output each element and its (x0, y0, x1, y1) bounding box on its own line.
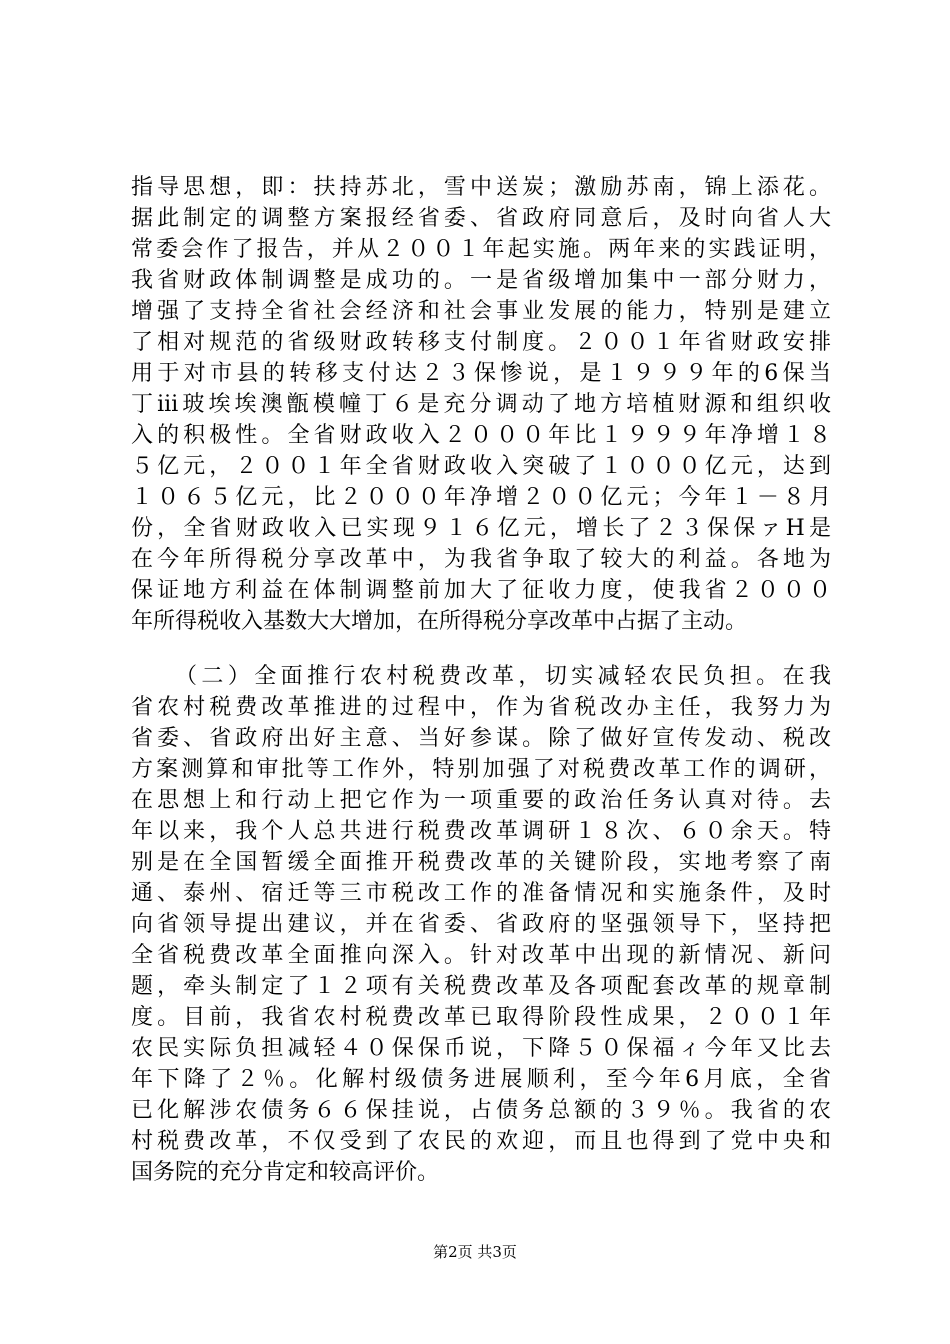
text-line: 别是在全国暂缓全面推开税费改革的关键阶段，实地考察了南 (131, 850, 831, 875)
text-line: 全省税费改革全面推向深入。针对改革中出现的新情况、新问 (131, 943, 831, 968)
text-line: 年下降了２％。化解村级债务进展顺利，至今年6月底，全省 (131, 1067, 831, 1092)
text-line: 在今年所得税分享改革中，为我省争取了较大的利益。各地为 (131, 547, 831, 572)
text-line: ５亿元，２００１年全省财政收入突破了１０００亿元，达到 (131, 454, 831, 479)
text-line: 省农村税费改革推进的过程中，作为省税改办主任，我努力为 (131, 695, 831, 720)
text-line: 入的积极性。全省财政收入２０００年比１９９９年净增１８ (131, 423, 831, 448)
text-line: 方案测算和审批等工作外，特别加强了对税费改革工作的调研， (131, 757, 831, 782)
text-line: 用于对市县的转移支付达２３保惨说，是１９９９年的6保当 (131, 361, 831, 386)
text-line: １０６５亿元，比２０００年净增２００亿元；今年１－８月 (131, 485, 831, 510)
text-line: 省委、省政府出好主意、当好参谋。除了做好宣传发动、税改 (131, 726, 831, 751)
text-line: 度。目前，我省农村税费改革已取得阶段性成果，２００１年 (131, 1005, 831, 1030)
text-line: 了相对规范的省级财政转移支付制度。２００１年省财政安排 (131, 330, 831, 355)
text-line: 丁ⅲ玻埃埃澳甑模幢丁６是充分调动了地方培植财源和组织收 (131, 392, 831, 417)
text-line: 增强了支持全省社会经济和社会事业发展的能力，特别是建立 (131, 299, 831, 324)
text-line: 常委会作了报告，并从２００１年起实施。两年来的实践证明， (131, 237, 831, 262)
text-line: 村税费改革，不仅受到了农民的欢迎，而且也得到了党中央和 (131, 1129, 831, 1154)
text-line: 向省领导提出建议，并在省委、省政府的坚强领导下，坚持把 (131, 912, 831, 937)
text-line: 通、泰州、宿迁等三市税改工作的准备情况和实施条件，及时 (131, 881, 831, 906)
text-line: 在思想上和行动上把它作为一项重要的政治任务认真对待。去 (131, 788, 831, 813)
text-line: 指导思想，即：扶持苏北，雪中送炭；激励苏南，锦上添花。 (131, 175, 831, 200)
page-number-footer: 第2页 共3页 (433, 1243, 517, 1261)
text-line: 农民实际负担减轻４０保保币说，下降５０保福ィ今年又比去 (131, 1036, 831, 1061)
text-line: 国务院的充分肯定和较高评价。 (131, 1160, 440, 1185)
text-line: 份，全省财政收入已实现９１６亿元，增长了２３保保ァH是 (131, 516, 831, 541)
text-line: 保证地方利益在体制调整前加大了征收力度，使我省２０００ (131, 578, 831, 603)
text-line: 已化解涉农债务６６保挂说，占债务总额的３９％。我省的农 (131, 1098, 831, 1123)
text-line: 据此制定的调整方案报经省委、省政府同意后，及时向省人大 (131, 206, 831, 231)
text-line: 年所得税收入基数大大增加，在所得税分享改革中占据了主动。 (131, 609, 748, 634)
text-line: 年以来，我个人总共进行税费改革调研１８次、６０余天。特 (131, 819, 831, 844)
text-line: （二）全面推行农村税费改革，切实减轻农民负担。在我 (175, 664, 831, 689)
text-line: 题，牵头制定了１２项有关税费改革及各项配套改革的规章制 (131, 974, 831, 999)
text-line: 我省财政体制调整是成功的。一是省级增加集中一部分财力， (131, 268, 831, 293)
